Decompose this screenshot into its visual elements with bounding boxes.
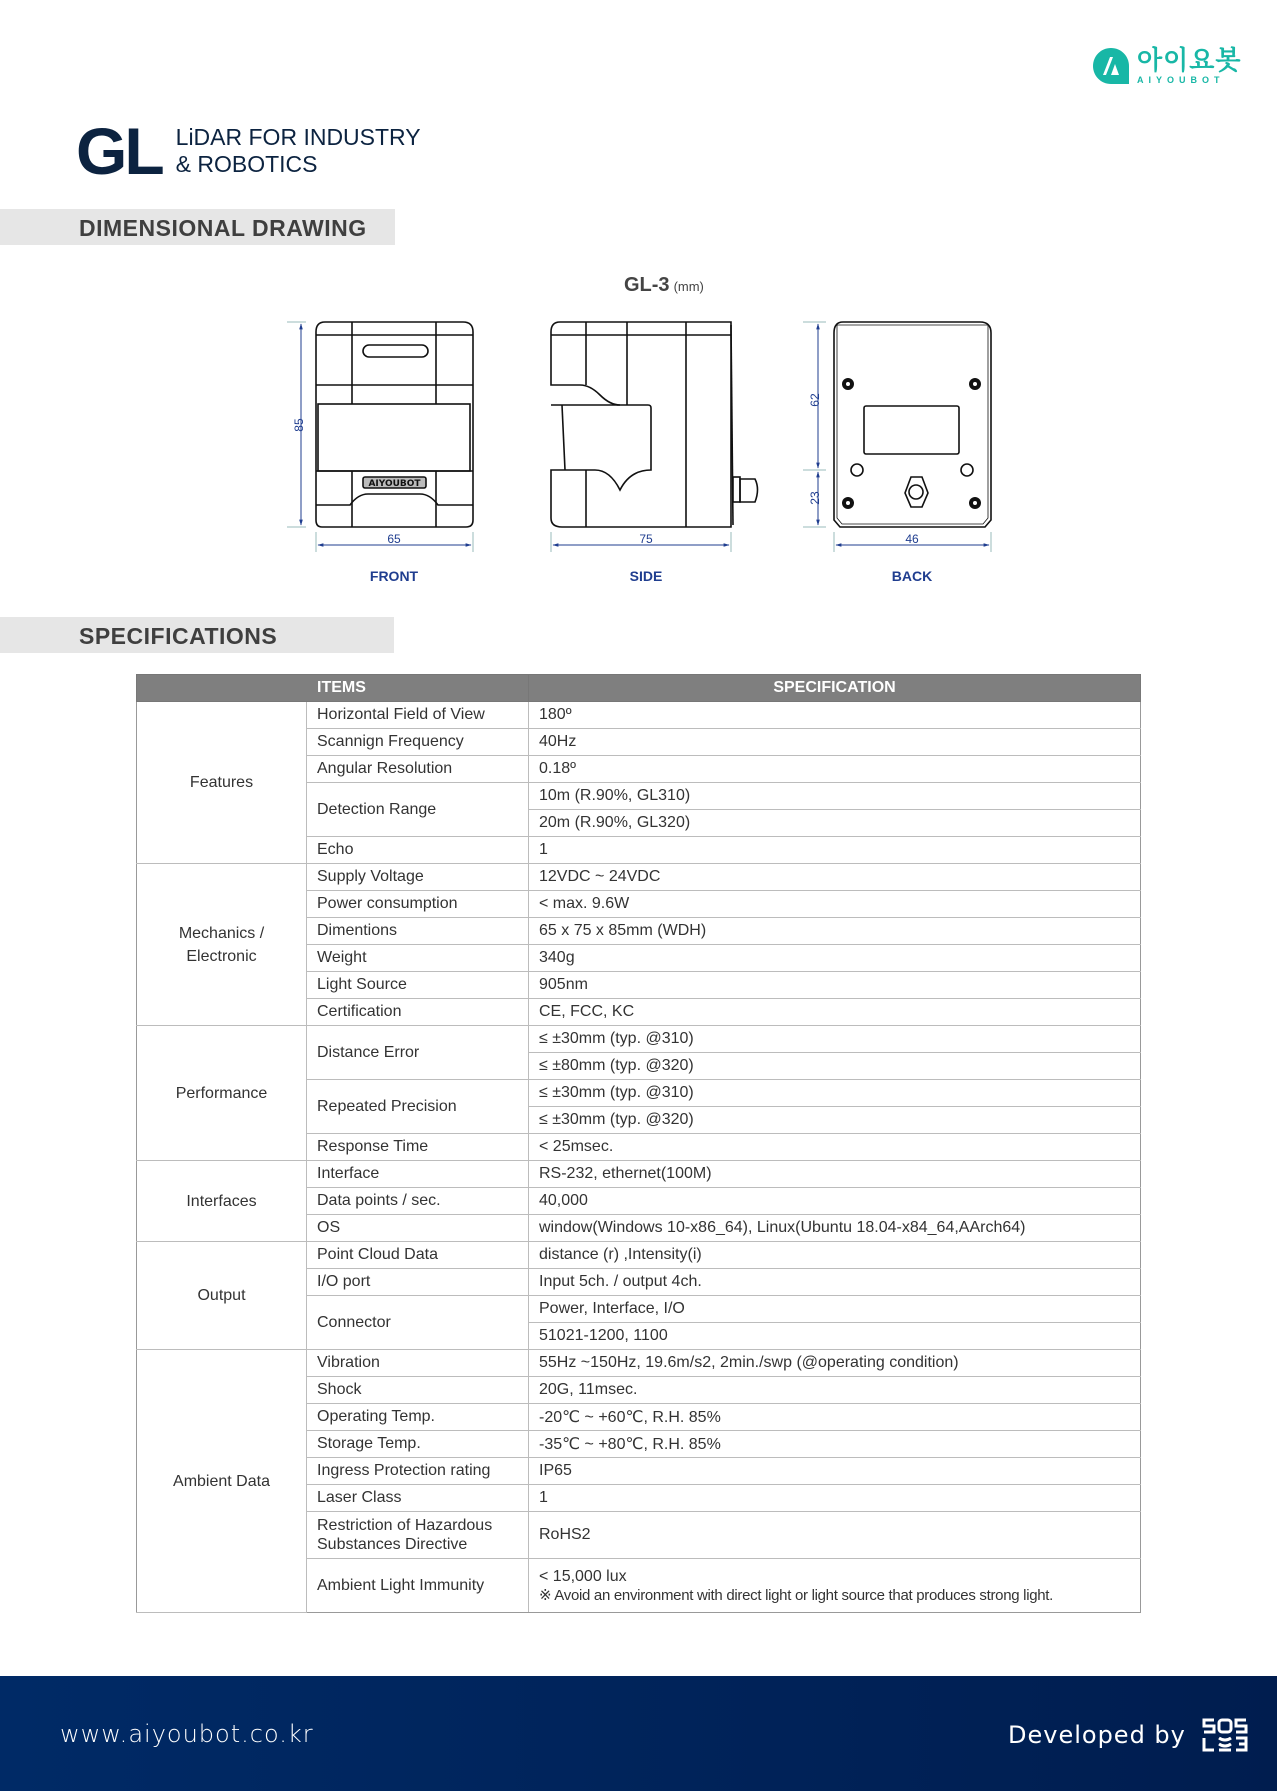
item-cell: I/O port	[307, 1269, 529, 1296]
section-title: SPECIFICATIONS	[79, 623, 278, 649]
item-cell: Operating Temp.	[307, 1404, 529, 1431]
item-cell: Scannign Frequency	[307, 729, 529, 756]
front-badge: AIYOUBOT	[368, 479, 421, 489]
value-cell: 20m (R.90%, GL320)	[529, 810, 1141, 837]
value-cell: 1	[529, 837, 1141, 864]
section-header-dimensional-drawing	[0, 209, 395, 245]
front-view	[316, 322, 473, 527]
brand-name-english: AIYOUBOT	[1137, 75, 1225, 85]
value-cell: -20℃ ~ +60℃, R.H. 85%	[529, 1404, 1141, 1431]
drawing-unit: (mm)	[673, 279, 704, 294]
subtitle-line-1: LiDAR FOR INDUSTRY	[175, 124, 421, 150]
item-cell: Weight	[307, 945, 529, 972]
page-title	[76, 114, 421, 188]
ambient-light-value: < 15,000 lux	[539, 1567, 627, 1585]
table-row	[137, 1242, 1141, 1269]
value-cell: -35℃ ~ +80℃, R.H. 85%	[529, 1431, 1141, 1458]
side-view	[551, 322, 758, 527]
value-cell: 180º	[529, 702, 1141, 729]
product-name: GL	[76, 114, 162, 188]
front-width-dim: 65	[387, 532, 401, 546]
item-cell: Data points / sec.	[307, 1188, 529, 1215]
value-cell: Input 5ch. / output 4ch.	[529, 1269, 1141, 1296]
value-cell: CE, FCC, KC	[529, 999, 1141, 1026]
header-specification: SPECIFICATION	[529, 675, 1141, 702]
header-items: ITEMS	[137, 675, 529, 702]
item-cell: Point Cloud Data	[307, 1242, 529, 1269]
value-cell: 1	[529, 1485, 1141, 1512]
dimensional-drawing	[280, 310, 1000, 590]
value-cell: RS-232, ethernet(100M)	[529, 1161, 1141, 1188]
item-cell: Shock	[307, 1377, 529, 1404]
back-dimensions	[803, 322, 991, 552]
value-cell: < max. 9.6W	[529, 891, 1141, 918]
developed-by-text: Developed by	[1008, 1721, 1186, 1749]
ambient-light-note: ※ Avoid an environment with direct light or light source that produces strong light.	[539, 1586, 1054, 1604]
item-cell: Echo	[307, 837, 529, 864]
item-cell: Dimentions	[307, 918, 529, 945]
soslab-logo-icon	[1200, 1716, 1250, 1754]
category-cell: Interfaces	[137, 1161, 307, 1242]
value-cell: 55Hz ~150Hz, 19.6m/s2, 2min./swp (@operating condition)	[529, 1350, 1141, 1377]
table-row	[137, 702, 1141, 729]
value-cell: ≤ ±30mm (typ. @320)	[529, 1107, 1141, 1134]
item-cell: Laser Class	[307, 1485, 529, 1512]
value-cell: 0.18º	[529, 756, 1141, 783]
value-cell: Power, Interface, I/O	[529, 1296, 1141, 1323]
value-cell: ≤ ±30mm (typ. @310)	[529, 1026, 1141, 1053]
item-cell: Response Time	[307, 1134, 529, 1161]
item-cell: OS	[307, 1215, 529, 1242]
back-screws	[842, 378, 981, 509]
item-cell: Ingress Protection rating	[307, 1458, 529, 1485]
item-cell: Angular Resolution	[307, 756, 529, 783]
product-subtitle	[176, 124, 421, 178]
item-cell: Restriction of Hazardous Substances Directive	[307, 1512, 529, 1559]
value-cell: ≤ ±80mm (typ. @320)	[529, 1053, 1141, 1080]
back-view-label: BACK	[891, 568, 933, 584]
back-lower-dim: 23	[808, 491, 822, 505]
category-cell: Ambient Data	[137, 1350, 307, 1613]
item-cell: Light Source	[307, 972, 529, 999]
subtitle-line-2: & ROBOTICS	[175, 151, 318, 177]
value-cell: 20G, 11msec.	[529, 1377, 1141, 1404]
table-header-row	[137, 675, 1141, 702]
item-cell: Supply Voltage	[307, 864, 529, 891]
specifications-table	[136, 674, 1141, 1613]
footer	[0, 1676, 1277, 1791]
front-view-label: FRONT	[369, 568, 419, 584]
table-row	[137, 864, 1141, 891]
side-view-label: SIDE	[629, 568, 663, 584]
value-cell: distance (r) ,Intensity(i)	[529, 1242, 1141, 1269]
value-cell: 905nm	[529, 972, 1141, 999]
item-cell: Repeated Precision	[307, 1080, 529, 1134]
section-header-specifications	[0, 617, 394, 653]
website-link[interactable]: www.aiyoubot.co.kr	[60, 1720, 314, 1748]
value-cell	[529, 1559, 1141, 1613]
value-cell: 51021-1200, 1100	[529, 1323, 1141, 1350]
category-cell: Output	[137, 1242, 307, 1350]
item-cell: Distance Error	[307, 1026, 529, 1080]
table-row	[137, 1350, 1141, 1377]
item-cell: Connector	[307, 1296, 529, 1350]
value-cell: 340g	[529, 945, 1141, 972]
value-cell: IP65	[529, 1458, 1141, 1485]
drawing-title	[624, 274, 704, 297]
item-cell: Vibration	[307, 1350, 529, 1377]
table-row	[137, 1161, 1141, 1188]
item-cell: Interface	[307, 1161, 529, 1188]
value-cell: 40Hz	[529, 729, 1141, 756]
developer-credit	[1008, 1716, 1250, 1754]
value-cell: 10m (R.90%, GL310)	[529, 783, 1141, 810]
value-cell: RoHS2	[529, 1512, 1141, 1559]
side-depth-dim: 75	[639, 532, 653, 546]
item-cell: Storage Temp.	[307, 1431, 529, 1458]
value-cell: < 25msec.	[529, 1134, 1141, 1161]
item-cell: Power consumption	[307, 891, 529, 918]
item-cell: Horizontal Field of View	[307, 702, 529, 729]
category-cell: Mechanics / Electronic	[137, 864, 307, 1026]
item-cell: Certification	[307, 999, 529, 1026]
value-cell: ≤ ±30mm (typ. @310)	[529, 1080, 1141, 1107]
table-row	[137, 1026, 1141, 1053]
back-width-dim: 46	[905, 532, 919, 546]
back-view	[834, 322, 991, 527]
value-cell: 12VDC ~ 24VDC	[529, 864, 1141, 891]
category-cell: Features	[137, 702, 307, 864]
section-title: DIMENSIONAL DRAWING	[79, 215, 367, 241]
value-cell: 65 x 75 x 85mm (WDH)	[529, 918, 1141, 945]
category-cell: Performance	[137, 1026, 307, 1161]
brand-name-korean: 아이요봇	[1137, 45, 1242, 75]
aiyoubot-logo-icon	[1091, 46, 1131, 86]
value-cell: 40,000	[529, 1188, 1141, 1215]
brand-logo	[1091, 46, 1241, 86]
drawing-model: GL-3	[624, 274, 670, 296]
item-cell: Detection Range	[307, 783, 529, 837]
back-upper-dim: 62	[808, 393, 822, 407]
value-cell: window(Windows 10-x86_64), Linux(Ubuntu 18.04-x84_64,AArch64)	[529, 1215, 1141, 1242]
item-cell: Ambient Light Immunity	[307, 1559, 529, 1613]
front-height-dim: 85	[292, 418, 306, 432]
